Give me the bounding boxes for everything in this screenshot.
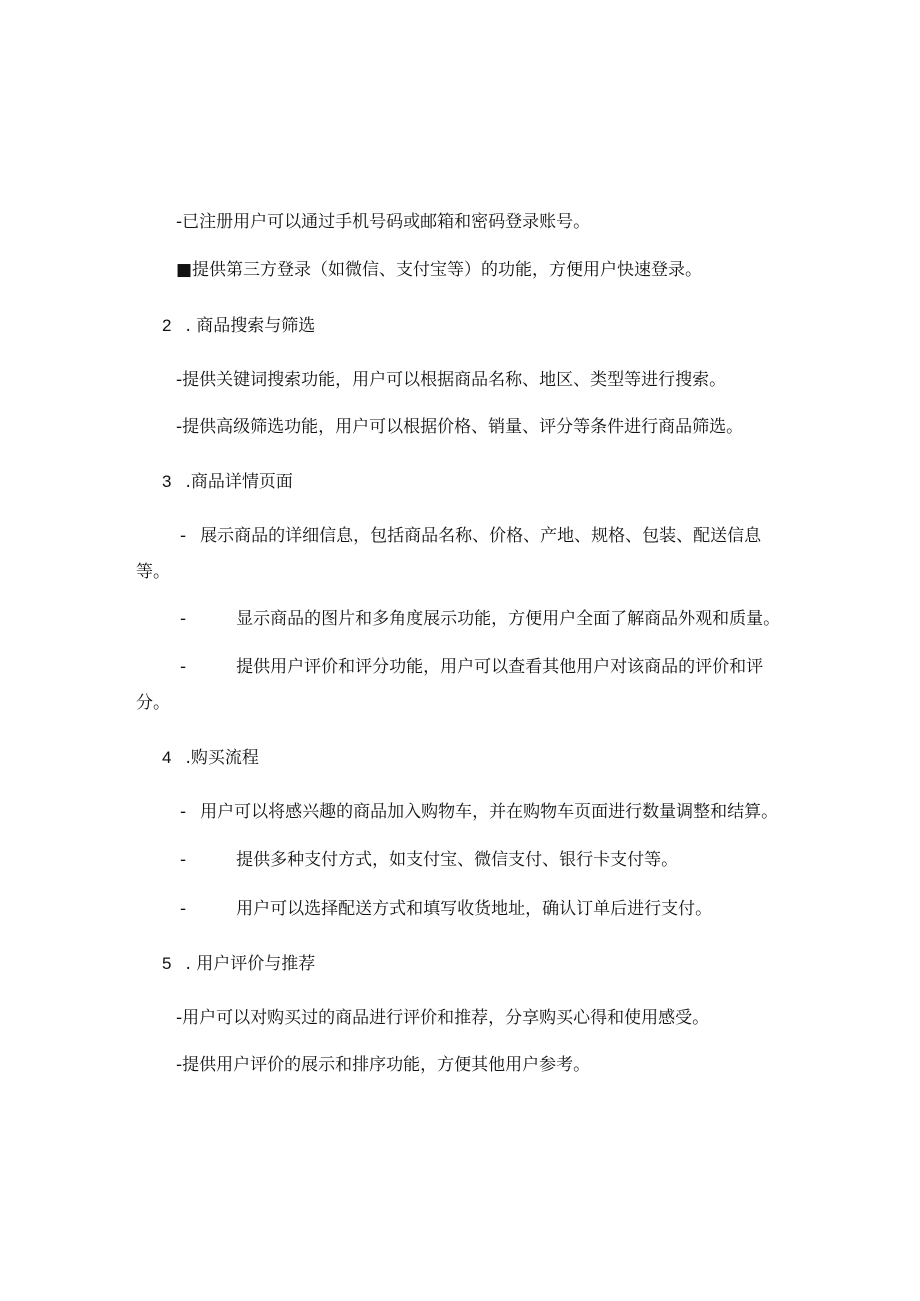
section-4-item-3 xyxy=(180,897,712,921)
item-dash: - xyxy=(180,609,187,629)
section-2-number: 2 xyxy=(162,316,172,335)
item-text: 用户可以将感兴趣的商品加入购物车，并在购物车页面进行数量调整和结算。 xyxy=(200,802,779,822)
section-3-title: .商品详情页面 xyxy=(185,472,293,492)
item-text: 显示商品的图片和多角度展示功能，方便用户全面了解商品外观和质量。 xyxy=(236,609,781,629)
section-3-heading xyxy=(162,470,293,494)
section-5-number: 5 xyxy=(162,954,172,973)
item-dash: - xyxy=(180,526,187,546)
item-text: 用户可以选择配送方式和填写收货地址，确认订单后进行支付。 xyxy=(236,899,713,919)
login-item-1: -已注册用户可以通过手机号码或邮箱和密码登录账号。 xyxy=(176,212,591,232)
section-2-title: . 商品搜索与筛选 xyxy=(185,316,316,336)
item-text: 提供用户评价和评分功能，用户可以查看其他用户对该商品的评价和评 xyxy=(236,657,764,677)
section-2-item-1: -提供关键词搜索功能，用户可以根据商品名称、地区、类型等进行搜索。 xyxy=(176,370,727,390)
section-4-number: 4 xyxy=(162,748,172,767)
section-5-heading xyxy=(162,952,315,976)
section-5-item-1: -用户可以对购买过的商品进行评价和推荐，分享购买心得和使用感受。 xyxy=(176,1008,710,1028)
section-3-item-2 xyxy=(180,607,780,631)
section-5-item-2: -提供用户评价的展示和排序功能，方便其他用户参考。 xyxy=(176,1055,591,1075)
section-3-number: 3 xyxy=(162,472,172,491)
item-dash: - xyxy=(180,899,187,919)
section-3-item-1-continuation: 等。 xyxy=(136,562,170,582)
section-4-heading xyxy=(162,746,259,770)
section-4-item-2 xyxy=(180,848,678,872)
login-item-2: ■提供第三方登录（如微信、支付宝等）的功能，方便用户快速登录。 xyxy=(176,260,703,280)
item-text: 展示商品的详细信息，包括商品名称、价格、产地、规格、包装、配送信息 xyxy=(200,526,762,546)
section-5-title: . 用户评价与推荐 xyxy=(185,954,316,974)
section-4-title: .购买流程 xyxy=(185,748,259,768)
item-dash: - xyxy=(180,802,187,822)
section-3-item-3-continuation: 分。 xyxy=(136,693,170,713)
item-text: 提供多种支付方式，如支付宝、微信支付、银行卡支付等。 xyxy=(236,850,679,870)
section-3-item-1 xyxy=(180,524,761,548)
section-2-heading xyxy=(162,314,315,338)
item-dash: - xyxy=(180,850,187,870)
section-3-item-3 xyxy=(180,655,763,679)
section-4-item-1 xyxy=(180,800,778,824)
item-dash: - xyxy=(180,657,187,677)
section-2-item-2: -提供高级筛选功能，用户可以根据价格、销量、评分等条件进行商品筛选。 xyxy=(176,417,744,437)
